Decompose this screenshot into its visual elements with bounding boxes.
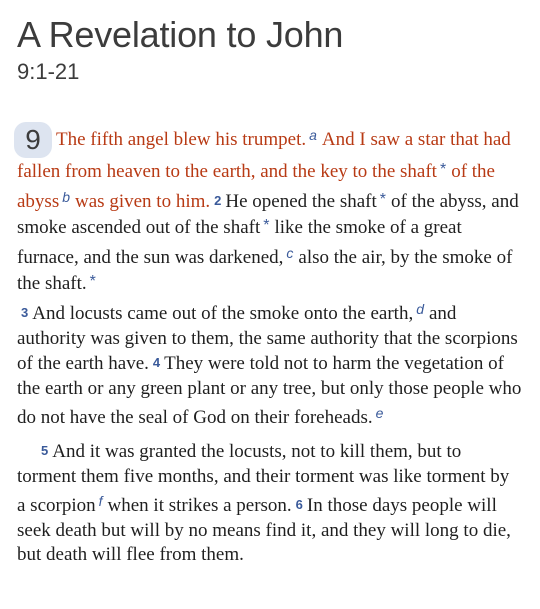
footnote-link-c[interactable]: c xyxy=(286,244,294,261)
cross-reference-link[interactable]: * xyxy=(89,273,96,291)
cross-reference-link[interactable]: * xyxy=(263,217,270,235)
cross-reference-link[interactable]: * xyxy=(439,161,447,178)
verse-number-6[interactable]: 6 xyxy=(295,497,303,513)
verse-5-text-a: And it was granted the locusts, not to kill them, but to torment them five months, and their torment was like torment by a scorpion xyxy=(17,440,510,517)
page-header xyxy=(17,14,343,86)
passage-reference: 9:1-21 xyxy=(17,59,80,84)
verse-2-text-d: also the air, by the smoke of the shaft. xyxy=(17,246,513,295)
verse-1-text-a: The fifth angel blew his trumpet. xyxy=(56,129,307,150)
book-title: A Revelation to John xyxy=(17,14,344,55)
verse-6-text-a: In those days people will seek death but will by no means find it, and they will long to die, but death will flee from them. xyxy=(17,495,511,566)
verse-number-3[interactable]: 3 xyxy=(21,304,29,320)
footnote-link-a[interactable]: a xyxy=(309,127,317,143)
verse-1-text-c: of the abyss xyxy=(17,161,495,212)
verse-number-2[interactable]: 2 xyxy=(214,192,222,208)
verse-number-5[interactable]: 5 xyxy=(41,442,49,458)
footnote-link-f[interactable]: f xyxy=(98,493,103,510)
footnote-link-b[interactable]: b xyxy=(62,188,71,205)
verse-1-text-b: And I saw a star that had fallen from heaven to the earth, and the key to the shaft xyxy=(17,129,511,182)
verse-2-text-c: like the smoke of a great furnace, and the sun was darkened, xyxy=(17,217,462,268)
paragraph-1 xyxy=(17,122,522,431)
footnote-link-e[interactable]: e xyxy=(375,405,384,422)
chapter-number: 9 xyxy=(14,122,52,158)
verse-3-text-b: and authority was given to them, the same authority that the scorpions of the earth have. xyxy=(17,302,518,375)
verse-3-text-a: And locusts came out of the smoke onto the earth, xyxy=(32,302,414,324)
footnote-link-d[interactable]: d xyxy=(416,300,424,317)
verse-2-text-a: He opened the shaft xyxy=(225,190,377,212)
paragraph-2 xyxy=(17,439,522,568)
verse-4-text-a: They were told not to harm the vegetation of the earth or any green plant or any tree, but only those people who do not have the seal of God on their foreheads. xyxy=(17,353,522,429)
verse-1-text-d: was given to him. xyxy=(75,190,211,212)
verse-5-text-b: when it strikes a person. xyxy=(107,495,292,517)
passage-text xyxy=(17,122,522,568)
verse-2-text-b: of the abyss, and smoke ascended out of the shaft xyxy=(17,190,519,239)
cross-reference-link[interactable]: * xyxy=(379,190,387,208)
verse-number-4[interactable]: 4 xyxy=(152,355,161,371)
